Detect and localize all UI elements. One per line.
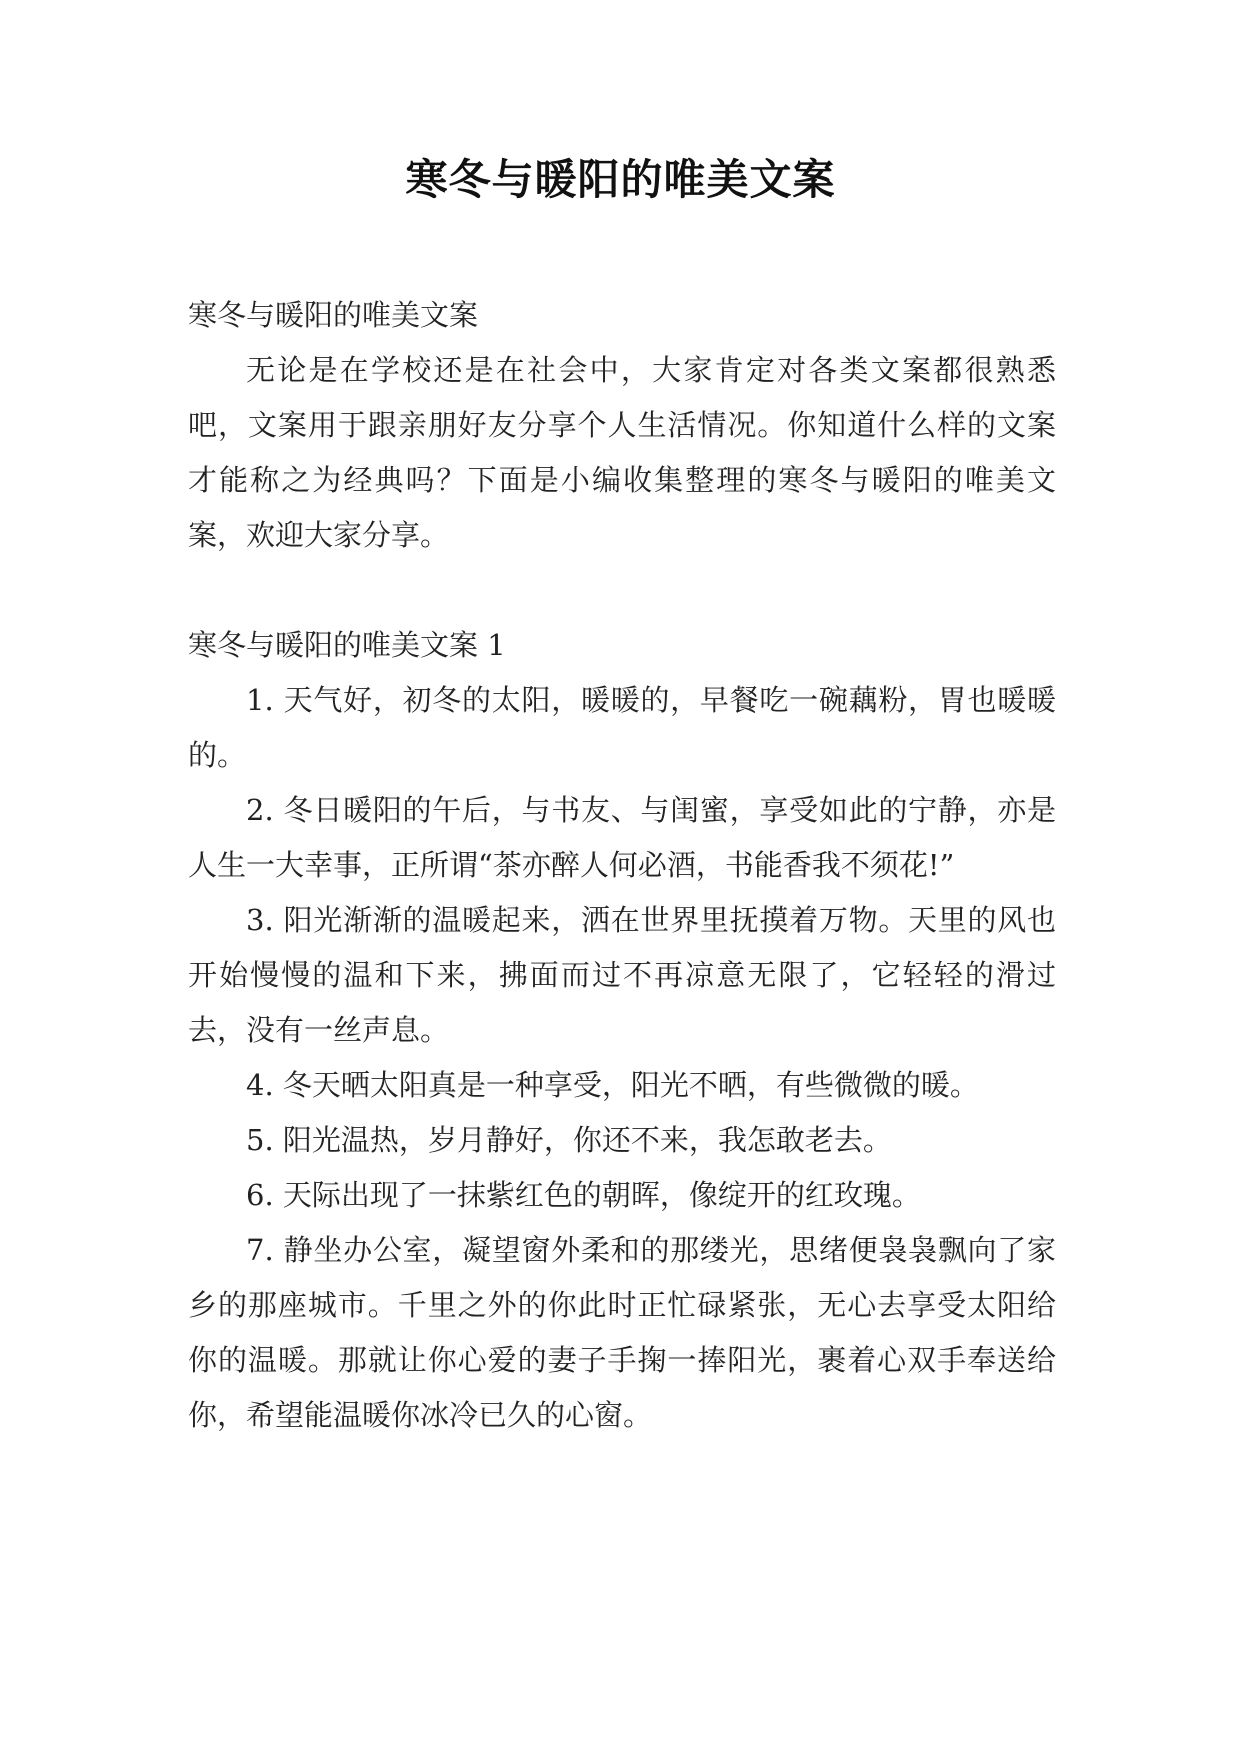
section-heading: 寒冬与暖阳的唯美文案 1 — [188, 628, 506, 662]
list-item: 7. 静坐办公室，凝望窗外柔和的那缕光，思绪便袅袅飘向了家乡的那座城市。千里之外的你此时正忙碌紧张，无心去享受太阳给你的温暖。那就让你心爱的妻子手掬一捧阳光，裹着心双手奉送给你，希望能温暖你冰冷已久的心窗。 — [188, 1233, 1056, 1432]
list-item: 3. 阳光渐渐的温暖起来，洒在世界里抚摸着万物。天里的风也开始慢慢的温和下来，拂面而过不再凉意无限了，它轻轻的滑过去，没有一丝声息。 — [188, 903, 1056, 1047]
document-title: 寒冬与暖阳的唯美文案 — [405, 155, 836, 204]
list-item: 1. 天气好，初冬的太阳，暖暖的，早餐吃一碗藕粉，胃也暖暖的。 — [188, 683, 1056, 772]
list-item: 4. 冬天晒太阳真是一种享受，阳光不晒，有些微微的暖。 — [246, 1068, 979, 1102]
list-item: 6. 天际出现了一抹紫红色的朝晖，像绽开的红玫瑰。 — [246, 1178, 921, 1212]
document-subtitle: 寒冬与暖阳的唯美文案 — [188, 298, 479, 332]
list-item: 5. 阳光温热，岁月静好，你还不来，我怎敢老去。 — [246, 1123, 892, 1157]
intro-paragraph: 无论是在学校还是在社会中，大家肯定对各类文案都很熟悉吧，文案用于跟亲朋好友分享个人生活情况。你知道什么样的文案才能称之为经典吗？下面是小编收集整理的寒冬与暖阳的唯美文案，欢迎大家分享。 — [188, 353, 1056, 552]
paragraph-gap — [188, 563, 1056, 618]
document-body — [188, 288, 1056, 1443]
list-item: 2. 冬日暖阳的午后，与书友、与闺蜜，享受如此的宁静，亦是人生一大幸事，正所谓“茶亦醉人何必酒，书能香我不须花!” — [188, 793, 1056, 882]
